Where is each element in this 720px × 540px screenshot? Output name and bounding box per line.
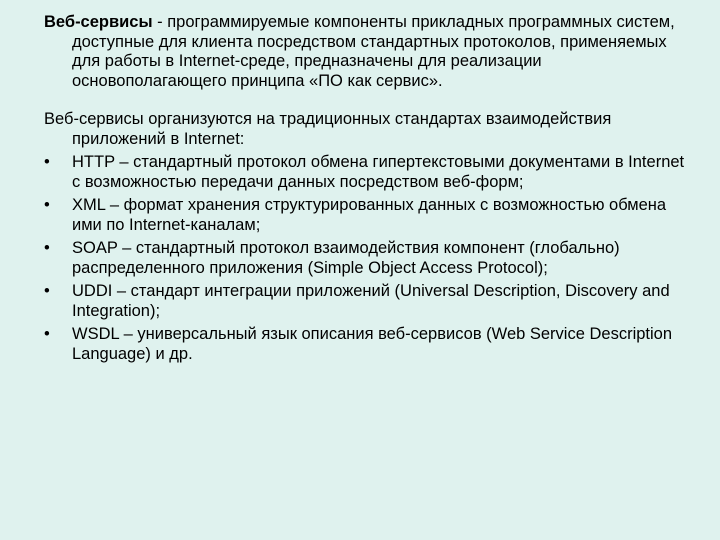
- list-item-soap: [44, 239, 690, 278]
- bullet-icon: •: [44, 239, 50, 257]
- standards-list: [44, 153, 690, 364]
- list-item-http: [44, 153, 690, 192]
- definition-text: - программируемые компоненты прикладных программных систем, доступные для клиента посредством стандартных протоколов, применяемых для работы в Internet-среде, предназначены для реализации основополагающего принципа «ПО как сервис».: [72, 13, 675, 90]
- standards-intro-paragraph: Веб-сервисы организуются на традиционных стандартах взаимодействия приложений в Internet:: [44, 110, 612, 148]
- list-item-text: SOAP – стандартный протокол взаимодействия компонент (глобально) распределенного приложения (Simple Object Access Protocol);: [72, 239, 620, 277]
- definition-paragraph: [44, 13, 690, 91]
- list-item-text: XML – формат хранения структурированных данных с возможностью обмена ими по Internet-каналам;: [72, 196, 667, 234]
- bullet-icon: •: [44, 196, 50, 214]
- bullet-icon: •: [44, 282, 50, 300]
- list-item-uddi: [44, 282, 690, 321]
- list-item-xml: [44, 196, 690, 235]
- list-item-wsdl: [44, 325, 690, 364]
- list-item-text: UDDI – стандарт интеграции приложений (Universal Description, Discovery and Integration);: [72, 282, 670, 320]
- term-web-services: Веб-сервисы: [44, 13, 153, 31]
- list-item-text: HTTP – стандартный протокол обмена гипертекстовыми документами в Internet с возможностью передачи данных посредством веб-форм;: [72, 153, 685, 191]
- bullet-icon: •: [44, 153, 50, 171]
- list-item-text: WSDL – универсальный язык описания веб-сервисов (Web Service Description Language) и др.: [72, 325, 673, 363]
- bullet-icon: •: [44, 325, 50, 343]
